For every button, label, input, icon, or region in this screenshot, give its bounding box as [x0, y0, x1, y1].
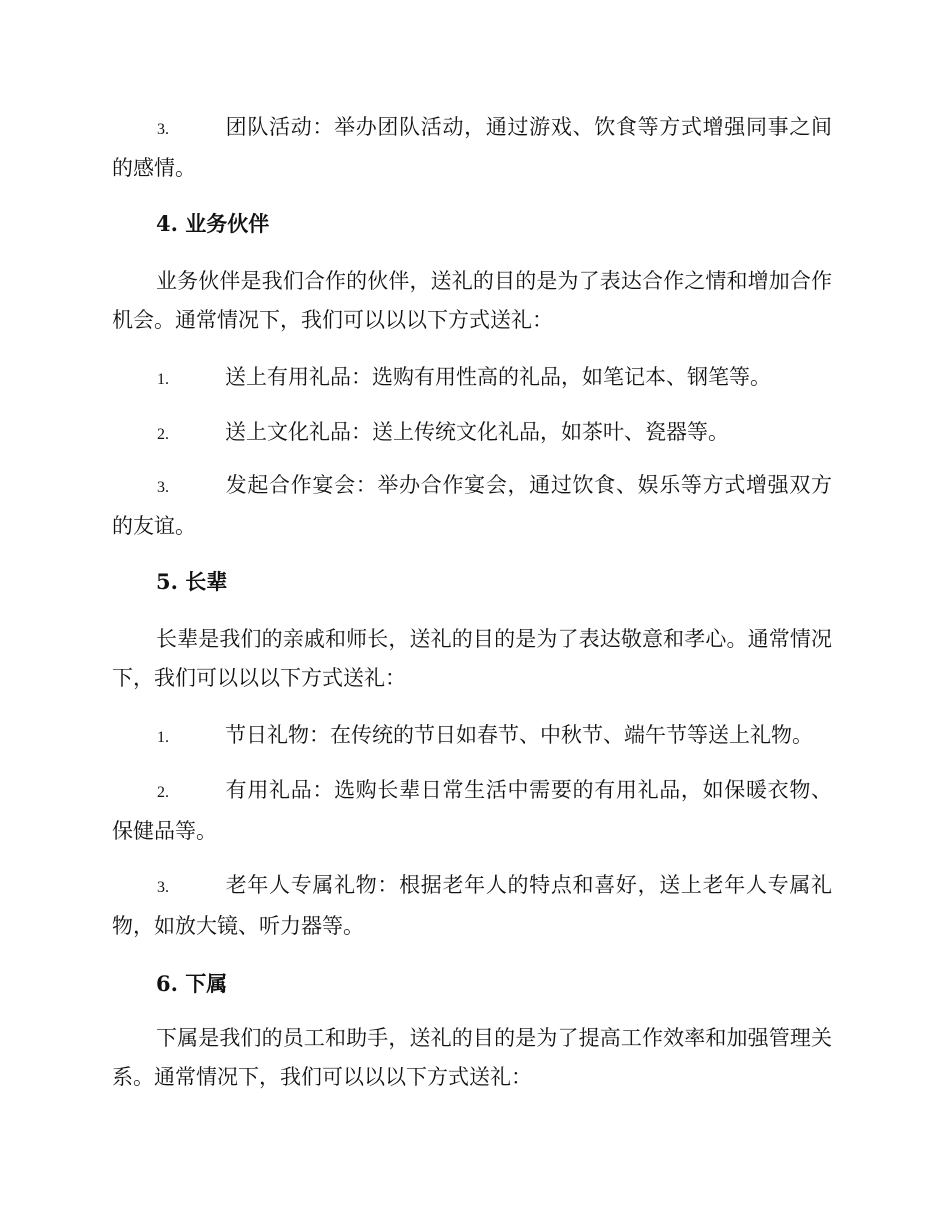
list-item-team-activity: [112, 108, 832, 188]
list-item-text: 发起合作宴会：举办合作宴会，通过饮食、娱乐等方式增强双方的友谊。: [112, 473, 832, 538]
list-number: 3.: [157, 121, 169, 138]
list-item-text: 送上文化礼品：送上传统文化礼品，如茶叶、瓷器等。: [225, 420, 729, 444]
list-item: [112, 358, 832, 399]
list-number: 3.: [157, 479, 169, 496]
list-number: 1.: [157, 729, 169, 746]
list-item-text: 老年人专属礼物：根据老年人的特点和喜好，送上老年人专属礼物，如放大镜、听力器等。: [112, 873, 832, 938]
list-item: [112, 771, 832, 851]
list-number: 3.: [157, 879, 169, 896]
list-item: [112, 413, 832, 454]
list-item-text: 团队活动：举办团队活动，通过游戏、饮食等方式增强同事之间的感情。: [112, 115, 832, 180]
section-heading-elders: 5. 长辈: [156, 569, 228, 594]
list-number: 2.: [157, 784, 169, 801]
list-number: 2.: [157, 426, 169, 443]
section-intro-subordinates: 下属是我们的员工和助手，送礼的目的是为了提高工作效率和加强管理关系。通常情况下，我们可以以以下方式送礼：: [112, 1026, 832, 1089]
section-heading-business-partners: 4. 业务伙伴: [156, 211, 270, 236]
section-intro-elders: 长辈是我们的亲戚和师长，送礼的目的是为了表达敬意和孝心。通常情况下，我们可以以以下方式送礼：: [112, 627, 832, 690]
list-item-text: 送上有用礼品：选购有用性高的礼品，如笔记本、钢笔等。: [225, 365, 771, 389]
list-item-text: 有用礼品：选购长辈日常生活中需要的有用礼品，如保暖衣物、保健品等。: [112, 778, 832, 843]
list-item: [112, 466, 832, 546]
list-item-text: 节日礼物：在传统的节日如春节、中秋节、端午节等送上礼物。: [225, 723, 813, 747]
section-heading-subordinates: 6. 下属: [156, 971, 228, 996]
list-number: 1.: [157, 371, 169, 388]
list-item: [112, 866, 832, 946]
list-item: [112, 716, 832, 757]
section-intro-business-partners: 业务伙伴是我们合作的伙伴，送礼的目的是为了表达合作之情和增加合作机会。通常情况下，我们可以以以下方式送礼：: [112, 269, 832, 332]
